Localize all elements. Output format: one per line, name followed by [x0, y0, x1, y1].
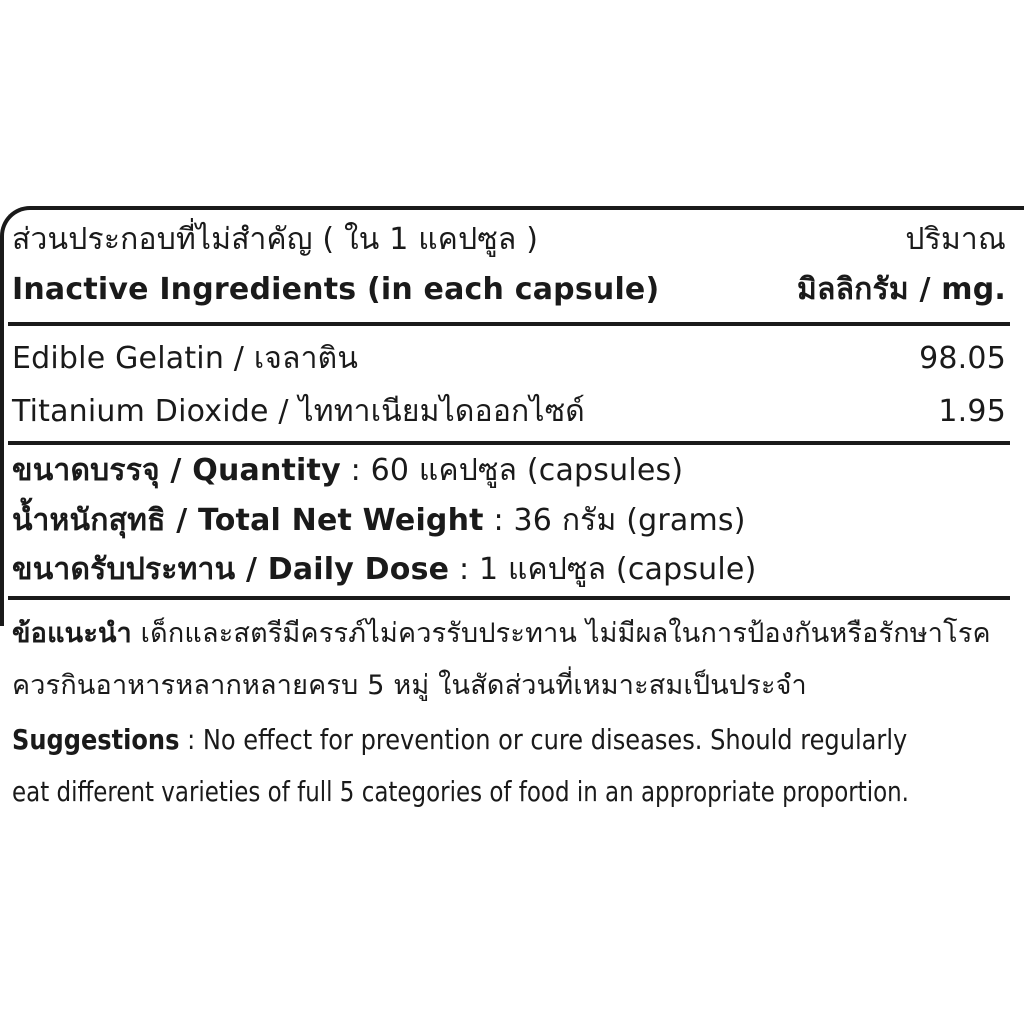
ingredient-row	[12, 392, 1006, 432]
daily-dose-row	[12, 550, 1006, 590]
header-english-title: Inactive Ingredients (in each capsule)	[12, 272, 660, 307]
ingredient-amount: 98.05	[919, 341, 1006, 376]
net-weight-label: น้ำหนักสุทธิ / Total Net Weight	[12, 503, 484, 538]
header-thai-amount: ปริมาณ	[905, 222, 1006, 257]
supplement-label	[0, 206, 1024, 626]
suggestions-line2	[12, 772, 909, 812]
net-weight-value: : 36 กรัม (grams)	[493, 503, 746, 538]
info-divider	[8, 596, 1010, 600]
advice-thai-line2	[12, 666, 1006, 706]
quantity-row	[12, 451, 1006, 491]
ingredient-row	[12, 339, 1006, 379]
header-english-row	[12, 270, 1006, 310]
daily-dose-label: ขนาดรับประทาน / Daily Dose	[12, 552, 450, 587]
advice-thai-label: ข้อแนะนำ	[12, 618, 132, 649]
ingredient-name: Titanium Dioxide / ไททาเนียมไดออกไซด์	[12, 394, 585, 429]
suggestions-text1: : No effect for prevention or cure diseases. Should regularly	[187, 723, 908, 756]
ingredient-amount: 1.95	[938, 394, 1006, 429]
ingredient-name: Edible Gelatin / เจลาติน	[12, 341, 359, 376]
quantity-label: ขนาดบรรจุ / Quantity	[12, 453, 341, 488]
daily-dose-value: : 1 แคปซูล (capsule)	[458, 552, 757, 587]
header-thai-row	[12, 220, 1006, 260]
suggestions-line1	[12, 720, 907, 760]
ingredients-divider	[8, 441, 1010, 445]
header-thai-title: ส่วนประกอบที่ไม่สำคัญ ( ใน 1 แคปซูล )	[12, 222, 539, 257]
advice-thai-text2: ควรกินอาหารหลากหลายครบ 5 หมู่ ในสัดส่วนที่เหมาะสมเป็นประจำ	[12, 670, 807, 701]
quantity-value: : 60 แคปซูล (capsules)	[350, 453, 684, 488]
header-unit: มิลลิกรัม / mg.	[797, 272, 1006, 307]
suggestions-text2: eat different varieties of full 5 categories of food in an appropriate proportion.	[12, 775, 909, 808]
suggestions-label: Suggestions	[12, 723, 180, 756]
advice-thai-text1: เด็กและสตรีมีครรภ์ไม่ควรรับประทาน ไม่มีผลในการป้องกันหรือรักษาโรค	[140, 618, 991, 649]
net-weight-row	[12, 501, 1006, 541]
advice-thai-line1	[12, 614, 1006, 654]
header-divider	[8, 322, 1010, 326]
